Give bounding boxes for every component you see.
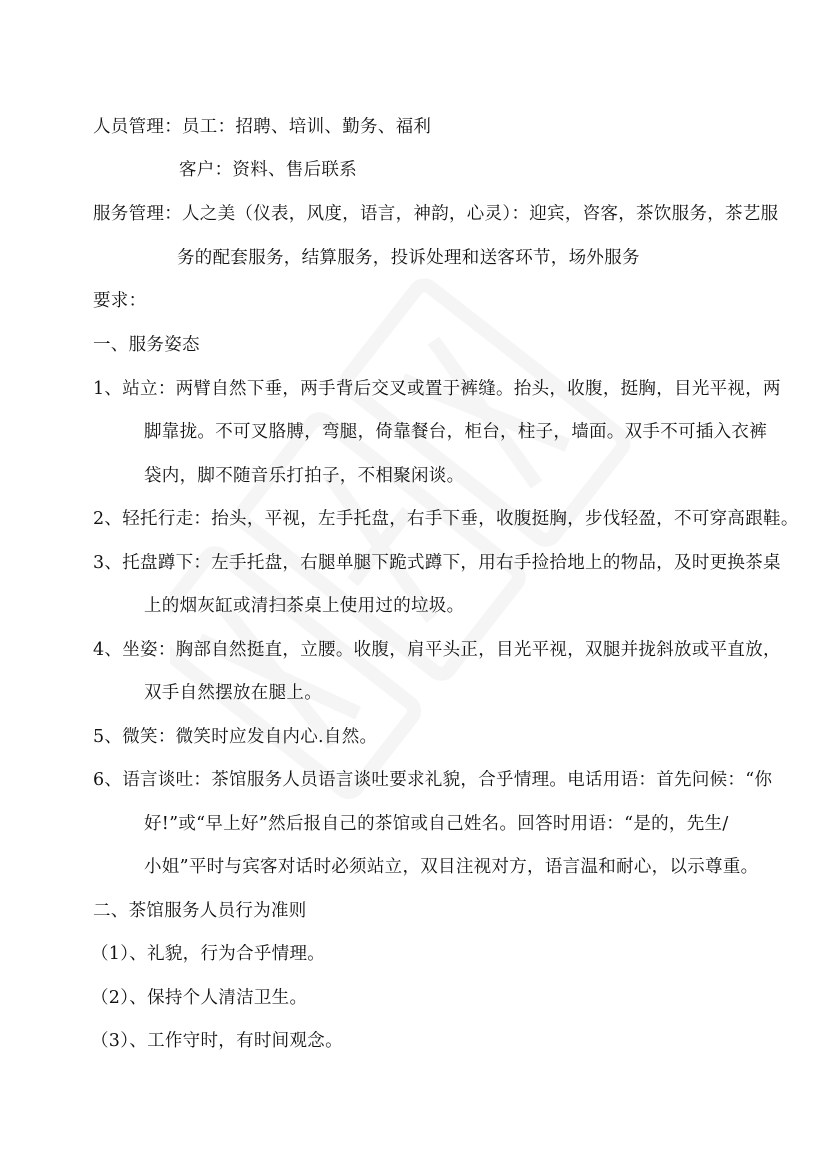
- service-management-line-2: 务的配套服务，结算服务，投诉处理和送客环节，场外服务: [177, 248, 640, 268]
- personnel-staff-line: 人员管理：员工：招聘、培训、勤务、福利: [93, 117, 432, 137]
- personnel-customer-line: 客户：资料、售后联系: [179, 160, 357, 180]
- item-walking-line-1: 2、轻托行走：抬头，平视，左手托盘，右手下垂，收腹挺胸，步伐轻盈，不可穿高跟鞋。: [93, 509, 799, 529]
- item-sitting-line-2: 双手自然摆放在腿上。: [144, 683, 322, 703]
- item-standing-line-3: 袋内，脚不随音乐打拍子，不相聚闲谈。: [144, 466, 465, 486]
- service-management-line-1: 服务管理：人之美（仪表，风度，语言，神韵，心灵）：迎宾，咨客，茶饮服务，茶艺服: [93, 204, 779, 224]
- item-squatting-line-1: 3、托盘蹲下：左手托盘，右腿单腿下跪式蹲下，用右手捡拾地上的物品，及时更换茶桌: [93, 553, 781, 573]
- conduct-item-3: （3）、工作守时，有时间观念。: [91, 1031, 343, 1051]
- item-squatting-line-2: 上的烟灰缸或清扫茶桌上使用过的垃圾。: [144, 596, 465, 616]
- item-standing-line-1: 1、站立：两臂自然下垂，两手背后交叉或置于裤缝。抬头，收腹，挺胸，目光平视，两: [93, 379, 781, 399]
- conduct-item-1: （1）、礼貌，行为合乎情理。: [91, 944, 326, 964]
- item-standing-line-2: 脚靠拢。不可叉胳膊，弯腿，倚靠餐台，柜台，柱子，墙面。双手不可插入衣裤: [144, 422, 767, 442]
- item-sitting-line-1: 4、坐姿：胸部自然挺直，立腰。收腹，肩平头正，目光平视，双腿并拢斜放或平直放，: [93, 640, 781, 660]
- item-smile-line-1: 5、微笑：微笑时应发自内心.自然。: [93, 727, 378, 747]
- conduct-item-2: （2）、保持个人清洁卫生。: [91, 988, 308, 1008]
- section-heading-posture: 一、服务姿态: [93, 335, 200, 355]
- item-speech-line-1: 6、语言谈吐：茶馆服务人员语言谈吐要求礼貌，合乎情理。电话用语：首先问候：“你: [93, 770, 773, 790]
- item-speech-line-2: 好!”或“早上好”然后报自己的茶馆或自己姓名。回答时用语：“是的，先生/: [144, 814, 729, 834]
- item-speech-line-3: 小姐”平时与宾客对话时必须站立，双目注视对方，语言温和耐心，以示尊重。: [144, 857, 759, 877]
- requirements-label: 要求：: [93, 291, 147, 311]
- section-heading-conduct: 二、茶馆服务人员行为准则: [93, 901, 307, 921]
